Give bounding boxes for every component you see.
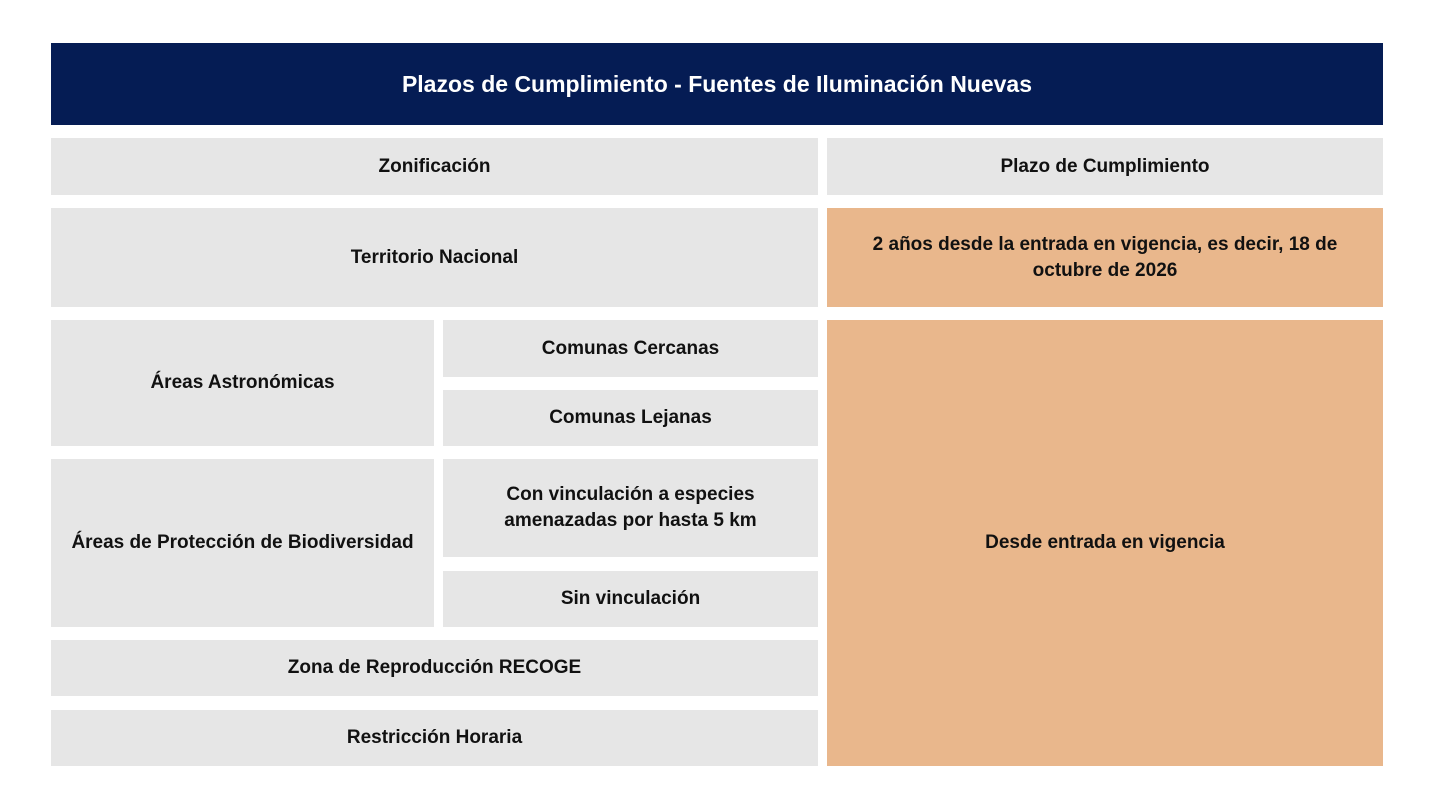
subzone-con-vinculacion: Con vinculación a especies amenazadas por hasta 5 km	[443, 459, 818, 557]
zone-restriccion-horaria: Restricción Horaria	[51, 710, 818, 766]
subzone-comunas-cercanas: Comunas Cercanas	[443, 320, 818, 377]
header-plazo: Plazo de Cumplimiento	[827, 138, 1383, 195]
zone-recoge: Zona de Reproducción RECOGE	[51, 640, 818, 696]
deadline-desde-vigencia: Desde entrada en vigencia	[827, 320, 1383, 766]
table-title: Plazos de Cumplimiento - Fuentes de Iluminación Nuevas	[51, 43, 1383, 125]
subzone-sin-vinculacion: Sin vinculación	[443, 571, 818, 627]
zone-areas-biodiversidad: Áreas de Protección de Biodiversidad	[51, 459, 434, 627]
zone-territorio-nacional: Territorio Nacional	[51, 208, 818, 307]
subzone-comunas-lejanas: Comunas Lejanas	[443, 390, 818, 446]
zone-areas-astronomicas: Áreas Astronómicas	[51, 320, 434, 446]
deadline-territorio-nacional: 2 años desde la entrada en vigencia, es decir, 18 de octubre de 2026	[827, 208, 1383, 307]
header-zonificacion: Zonificación	[51, 138, 818, 195]
